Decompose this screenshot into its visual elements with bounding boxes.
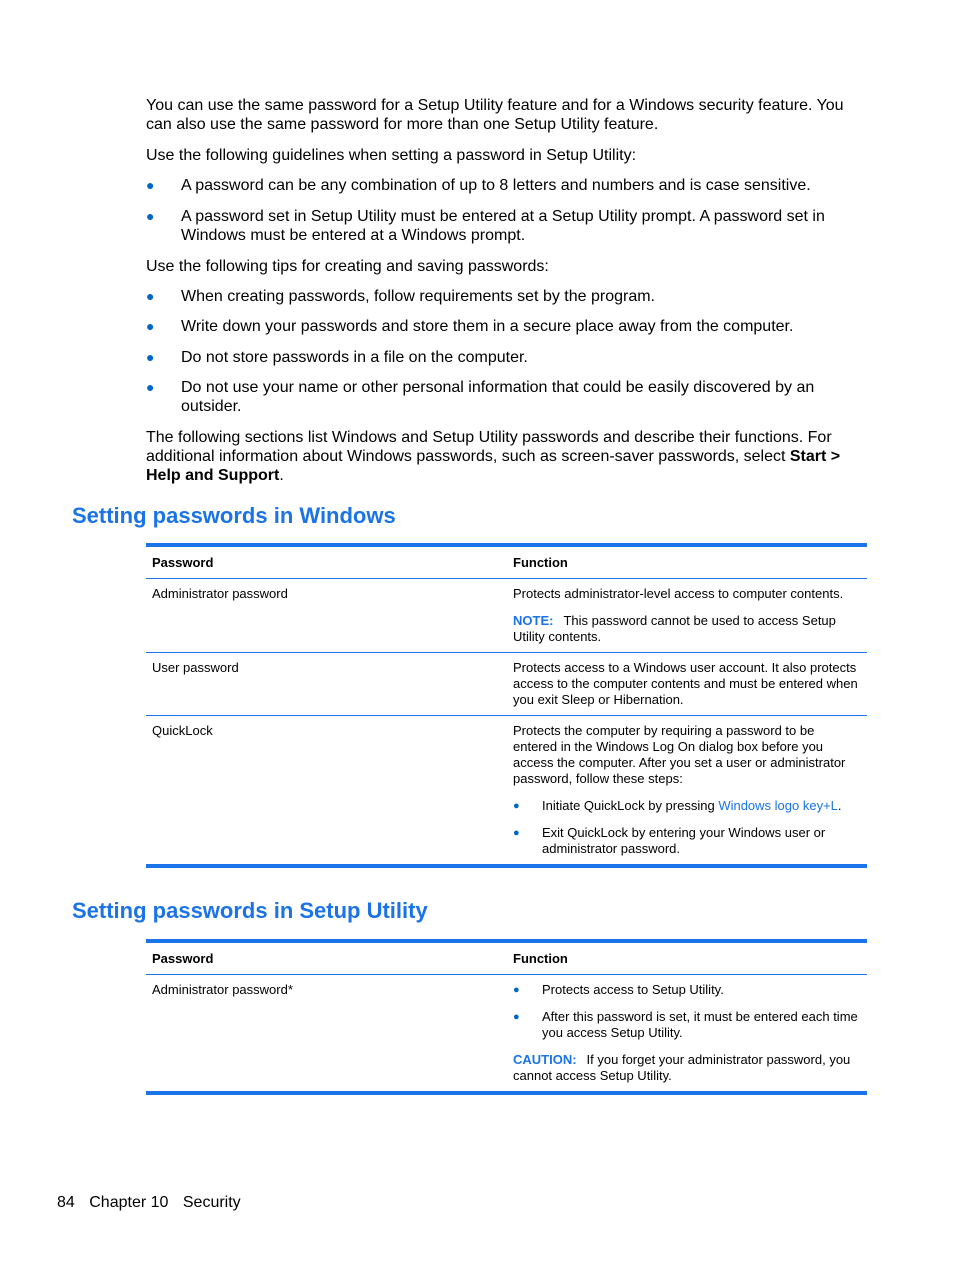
table-row (146, 716, 867, 867)
bullet-icon: ● (513, 827, 520, 839)
step-item (513, 798, 861, 814)
tip-text: Write down your passwords and store them in a secure place away from the computer. (181, 318, 794, 335)
table-row (146, 579, 867, 653)
tip-text: Do not store passwords in a file on the computer. (181, 349, 528, 366)
menu-path: Start > Help and Support (146, 448, 841, 484)
intro-paragraph-4 (146, 428, 846, 485)
intro-paragraph-2: Use the following guidelines when setting a password in Setup Utility: (146, 147, 637, 164)
table-header-row (146, 941, 867, 975)
intro-paragraph-1: You can use the same password for a Setup Utility feature and for a Windows security feature. You can also use the same password for more than one Setup Utility feature. (146, 97, 844, 133)
tip-text: Do not use your name or other personal information that could be easily discovered by an outsider. (181, 379, 815, 415)
column-header-password: Password (146, 941, 507, 975)
bullet-icon: ● (513, 1011, 520, 1023)
page-footer (57, 1193, 251, 1212)
password-function (507, 579, 867, 653)
password-name: User password (146, 653, 507, 716)
guideline-text: A password set in Setup Utility must be entered at a Setup Utility prompt. A password set in Windows must be entered at a Windows prompt. (181, 208, 825, 244)
function-text: Protects administrator-level access to computer contents. (513, 586, 844, 601)
bullet-icon: ● (146, 318, 155, 334)
intro-paragraph-3: Use the following tips for creating and saving passwords: (146, 258, 549, 275)
caution (513, 1052, 861, 1084)
shortcut-link[interactable]: Windows logo key+L (718, 798, 838, 813)
windows-password-table (146, 543, 867, 868)
password-name: Administrator password (146, 579, 507, 653)
table-row (146, 975, 867, 1094)
caution-text: If you forget your administrator password, you cannot access Setup Utility. (513, 1052, 851, 1083)
bullet-icon: ● (146, 208, 155, 224)
function-text: Protects access to a Windows user account. It also protects access to the computer contents and must be entered when you exit Sleep or Hibernation. (513, 660, 858, 707)
column-header-password: Password (146, 545, 507, 579)
section-heading-setup-utility: Setting passwords in Setup Utility (72, 898, 428, 923)
step-item (513, 825, 861, 857)
bullet-icon: ● (513, 800, 520, 812)
password-function (507, 653, 867, 716)
step-text: Exit QuickLock by entering your Windows user or administrator password. (542, 825, 826, 856)
function-text: After this password is set, it must be entered each time you access Setup Utility. (542, 1009, 858, 1040)
password-function (507, 716, 867, 867)
chapter-label: Chapter 10 (89, 1194, 169, 1211)
step-text-end: . (837, 798, 842, 813)
function-text: Protects access to Setup Utility. (542, 982, 724, 997)
tip-text: When creating passwords, follow requirements set by the program. (181, 288, 655, 305)
intro-paragraph-4-end: . (279, 467, 284, 484)
function-item (513, 982, 861, 998)
bullet-icon: ● (513, 984, 520, 996)
note-text: This password cannot be used to access Setup Utility contents. (513, 613, 836, 644)
password-function (507, 975, 867, 1094)
password-name: QuickLock (152, 723, 213, 738)
page-number: 84 (57, 1194, 75, 1211)
function-text: Protects the computer by requiring a password to be entered in the Windows Log On dialog box before you access the computer. After you set a user or administrator password, follow these steps: (513, 723, 846, 786)
guideline-text: A password can be any combination of up to 8 letters and numbers and is case sensitive. (181, 177, 811, 194)
note-label: NOTE: (513, 613, 554, 628)
bullet-icon: ● (146, 177, 155, 193)
column-header-function: Function (507, 545, 867, 579)
column-header-function: Function (507, 941, 867, 975)
chapter-title: Security (182, 1194, 241, 1211)
password-name: Administrator password* (152, 982, 293, 997)
intro-paragraph-4-text: The following sections list Windows and Setup Utility passwords and describe their functions. For additional information about Windows passwords, such as screen-saver passwords, select (146, 429, 832, 465)
table-header-row (146, 545, 867, 579)
note (513, 613, 861, 645)
bullet-icon: ● (146, 288, 155, 304)
bullet-icon: ● (146, 349, 155, 365)
caution-label: CAUTION: (513, 1052, 577, 1067)
function-item (513, 1009, 861, 1041)
bullet-icon: ● (146, 379, 155, 395)
setup-password-table (146, 939, 867, 1095)
section-heading-windows: Setting passwords in Windows (72, 503, 396, 528)
step-text: Initiate QuickLock by pressing (542, 798, 719, 813)
table-row (146, 653, 867, 716)
